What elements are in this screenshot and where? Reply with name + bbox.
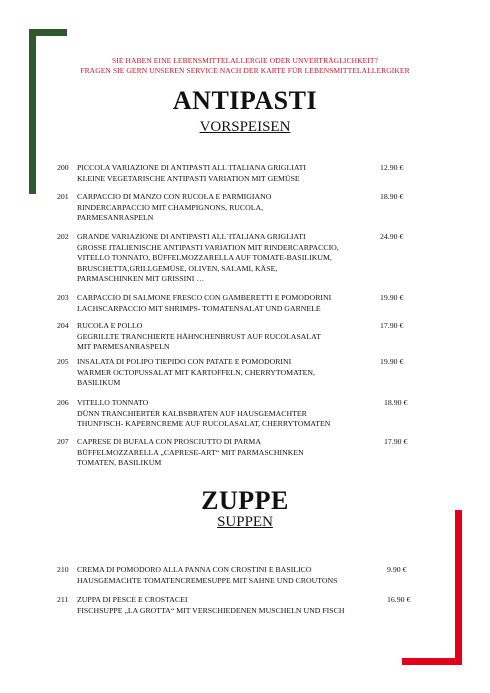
menu-item-name: CAPRESE DI BUFALA CON PROSCIUTTO DI PARMA [77,437,261,446]
menu-item-header [57,192,427,203]
menu-item-price: 16.90 € [387,595,411,604]
menu-item-name: INSALATA DI POLIPO TIEPIDO CON PATATE E POMODORINI [77,357,292,366]
menu-item-price: 17.90 € [384,437,408,446]
menu-item-description: WARMER OCTOPUSSALAT MIT KARTOFFELN, CHERRYTOMATEN, BASILIKUM [77,367,315,387]
menu-item-number: 203 [57,293,69,302]
menu-item-description: DÜNN TRANCHIERTER KALBSBRATEN AUF HAUSGEMACHTER THUNFISCH- KAPERNCREME AUF RUCOLASALAT, CHERRYTOMATEN [77,408,331,428]
allergy-notice-line2: FRAGEN SIE GERN UNSEREN SERVICE NACH DER KARTE FÜR LEBENSMITTELALLERGIKER [80,66,410,75]
menu-item-description: HAUSGEMACHTE TOMATENCREMESUPPE MIT SAHNE UND CROUTONS [77,575,338,585]
menu-item-price: 17.90 € [380,321,404,330]
menu-item-name: CARPACCIO DI MANZO CON RUCOLA E PARMIGIANO [77,192,272,201]
menu-item-name: GRANDE VARIAZIONE DI ANTIPASTI ALL´ITALIANA GRIGLIATI [77,232,306,241]
menu-item-header [57,321,427,332]
menu-item-header [57,293,427,304]
menu-item-header [57,565,427,576]
menu-item [57,357,427,389]
menu-item-number: 204 [57,321,69,330]
menu-item [57,232,427,285]
red-corner-bar-horizontal [402,658,462,665]
menu-item [57,398,427,430]
menu-item-header [57,163,427,174]
menu-item-number: 202 [57,232,69,241]
menu-item [57,321,427,353]
menu-item [57,595,427,616]
menu-item-description: FISCHSUPPE „LA GROTTA“ MIT VERSCHIEDENEN MUSCHELN UND FISCH [77,605,345,615]
menu-item-header [57,437,427,448]
menu-item-header [57,357,427,368]
menu-item-price: 24.90 € [380,232,404,241]
menu-item [57,437,427,469]
menu-item [57,293,427,314]
menu-item-description: GROSSE ITALIENISCHE ANTIPASTI VARIATION MIT RINDERCARPACCIO, VITELLO TONNATO, BÜFFELMOZZARELLA AUF TOMATE-BASILIKUM, BRUSCHETTA,GRILLGEMÜSE, OLIVEN, SALAMI, KÄSE, PARMASCHINKEN MIT GRISSINI … [77,242,339,283]
menu-item [57,192,427,224]
menu-item-description: GEGRILLTE TRANCHIERTE HÄHNCHENBRUST AUF RUCOLASALAT MIT PARMESANRASPELN [77,331,321,351]
menu-item-name: CREMA DI POMODORO ALLA PANNA CON CROSTINI E BASILICO [77,565,312,574]
menu-item-price: 19.90 € [380,293,404,302]
menu-item-header [57,232,427,243]
menu-item-name: PICCOLA VARIAZIONE DI ANTIPASTI ALL´ITALIANA GRIGLIATI [77,163,307,172]
menu-item-price: 12.90 € [380,163,404,172]
menu-item-number: 205 [57,357,69,366]
menu-item-number: 211 [57,595,69,604]
menu-item-header [57,398,427,409]
menu-item-number: 210 [57,565,69,574]
menu-item-name: CARPACCIO DI SALMONE FRESCO CON GAMBERETTI E POMODORINI [77,293,332,302]
menu-item-name: ZUPPA DI PESCE E CROSTACEI [77,595,188,604]
menu-item [57,163,427,184]
menu-item-description: BÜFFELMOZZARELLA „CAPRESE-ART“ MIT PARMASCHINKEN TOMATEN, BASILIKUM [77,447,304,467]
menu-item-price: 18.90 € [384,398,408,407]
zuppe-subtitle: SUPPEN [217,514,273,530]
zuppe-title: ZUPPE [201,486,289,515]
menu-item-number: 201 [57,192,69,201]
menu-item [57,565,427,586]
menu-item-name: RUCOLA E POLLO [77,321,143,330]
allergy-notice-line1: SIE HABEN EINE LEBENSMITTELALLERGIE ODER UNVERTRÄGLICHKEIT? [111,56,379,65]
menu-item-header [57,595,427,606]
menu-item-description: KLEINE VEGETARISCHE ANTIPASTI VARIATION MIT GEMÜSE [77,173,300,183]
menu-item-description: RINDERCARPACCIO MIT CHAMPIGNONS, RUCOLA, PARMESANRASPELN [77,202,264,222]
allergy-notice [0,56,490,76]
menu-item-price: 18.90 € [380,192,404,201]
menu-item-name: VITELLO TONNATO [77,398,149,407]
menu-item-number: 200 [57,163,69,172]
antipasti-title: ANTIPASTI [172,86,318,115]
menu-item-description: LACHSCARPACCIO MIT SHRIMPS- TOMATENSALAT UND GARNELE [77,303,321,313]
menu-item-price: 9.90 € [387,565,407,574]
menu-item-price: 19.90 € [380,357,404,366]
antipasti-subtitle: VORSPEISEN [199,119,291,135]
menu-item-number: 206 [57,398,69,407]
menu-item-number: 207 [57,437,69,446]
red-corner-bar-vertical [455,510,462,665]
